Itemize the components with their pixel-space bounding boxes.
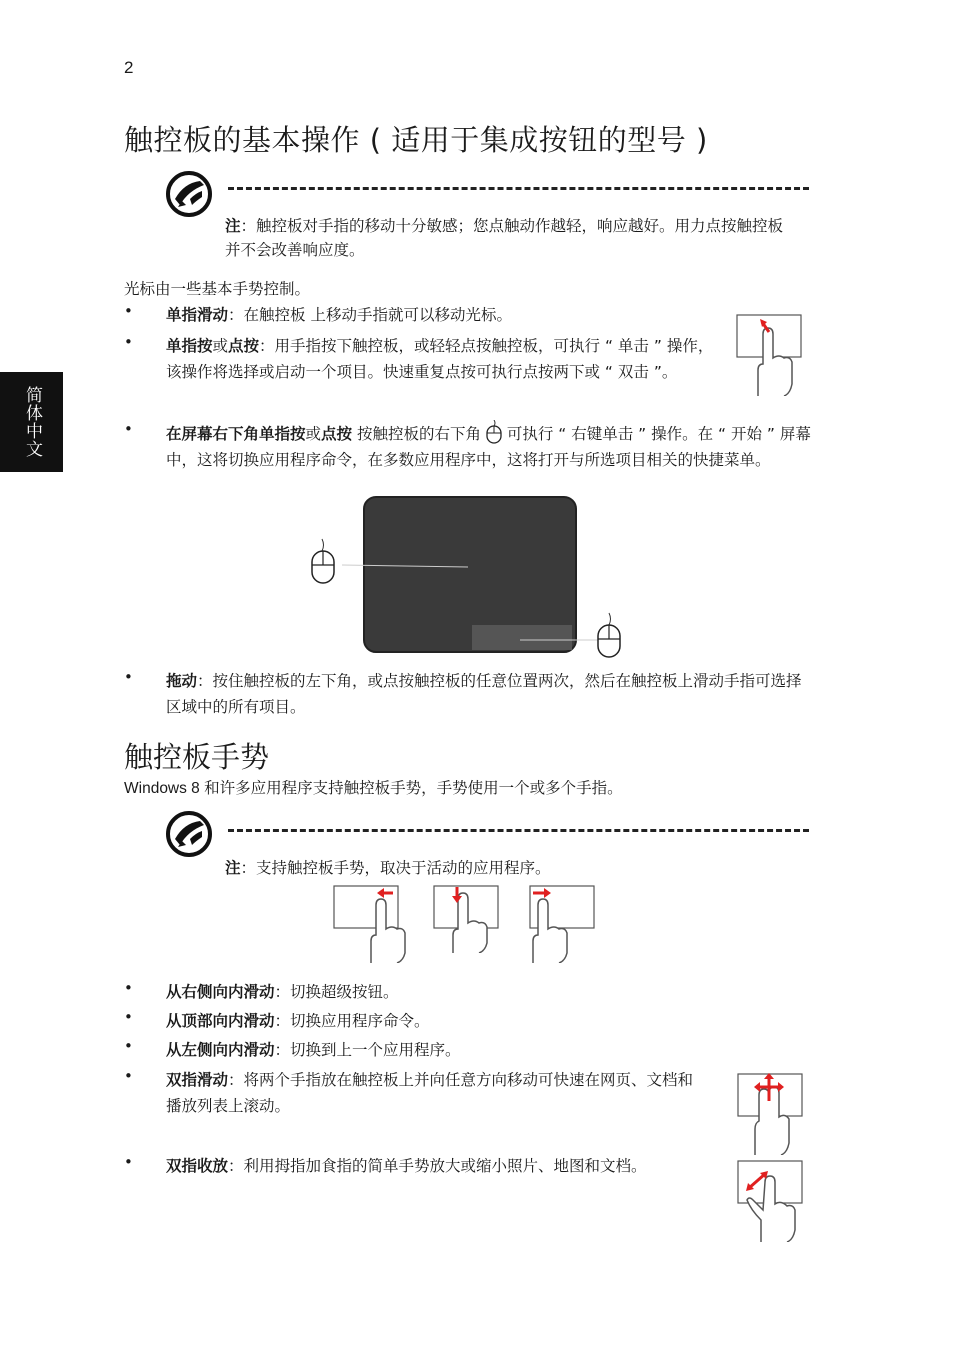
note-label: 注 [225,217,241,235]
pinch-gesture-icon [737,1160,805,1242]
item-mid: 或 [212,337,229,355]
item-text: 可执行 “ 右键单击 ” 操作。在 “ 开始 ” 屏幕中，这将切换应用程序命令，在多数应用程序中，这将打开与所选项目相关的快捷菜单。 [166,425,811,469]
note-divider [228,829,809,832]
language-side-tab [0,372,63,472]
mouse-left-icon [312,539,334,583]
list-item-drag [166,668,806,720]
item-bold: 从顶部向内滑动 [166,1012,275,1030]
item-bold: 单指滑动 [166,306,229,324]
gestures-intro: Windows 8 和许多应用程序支持触控板手势，手势使用一个或多个手指。 [124,780,623,797]
list-item-swipe-top [166,1008,430,1034]
bullet: • [124,1067,133,1085]
bullet: • [124,979,133,997]
swipe-from-right-gesture-icon [333,885,413,963]
item-bold: 点按 [228,337,260,355]
touchpad-illustration [310,495,630,665]
language-side-tab-label: 简体中文 [22,386,42,458]
item-text: ：切换到上一个应用程序。 [274,1041,461,1059]
note-divider [228,187,809,190]
item-bold: 从右侧向内滑动 [166,983,275,1001]
bullet: • [124,420,133,438]
item-text: 按触控板的右下角 [352,425,486,443]
note-body: ：支持触控板手势，取决于活动的应用程序。 [240,859,551,877]
mouse-right-icon [486,420,502,444]
section-title-gestures: 触控板手势 [124,740,270,774]
item-text: ：按住触控板的左下角，或点按触控板的任意位置两次，然后在触控板上滑动手指可选择区域中的所有项目。 [166,672,802,716]
cursor-intro: 光标由一些基本手势控制。 [124,280,311,298]
list-item-single-finger-slide [166,302,726,328]
item-text: ：将两个手指放在触控板上并向任意方向移动可快速在网页、文档和播放列表上滚动。 [166,1071,694,1115]
note-text [225,214,785,262]
item-bold: 双指滑动 [166,1071,229,1089]
item-text: ：用手指按下触控板，或轻轻点按触控板，可执行 “ 单击 ” 操作，该操作将选择或启动一个项目。快速重复点按可执行点按两下或 “ 双击 ”。 [166,337,714,381]
swipe-from-top-gesture-icon [433,885,503,953]
list-item-swipe-left [166,1037,461,1063]
mouse-right-icon-large [598,613,620,657]
item-bold: 点按 [321,425,353,443]
list-item-swipe-right [166,979,399,1005]
list-item-right-click [166,420,811,473]
note-body: ：触控板对手指的移动十分敏感；您点触动作越轻，响应越好。用力点按触控板并不会改善响应度。 [225,217,784,259]
list-item-two-finger-slide [166,1067,706,1119]
bullet: • [124,1008,133,1026]
item-text: ：切换应用程序命令。 [274,1012,430,1030]
note-text [225,856,790,880]
tap-gesture-icon [736,314,802,396]
swipe-from-left-gesture-icon [529,885,597,963]
item-bold: 在屏幕右下角单指按 [166,425,306,443]
item-bold: 单指按 [166,337,213,355]
bullet: • [124,668,133,686]
item-mid: 或 [305,425,322,443]
note-label: 注 [225,859,241,877]
section-title-basic-operation: 触控板的基本操作 ( 适用于集成按钮的型号 ) [124,123,708,157]
item-bold: 拖动 [166,672,198,690]
item-bold: 从左侧向内滑动 [166,1041,275,1059]
bullet: • [124,333,133,351]
item-bold: 双指收放 [166,1157,229,1175]
page-number: 2 [124,58,134,77]
list-item-pinch [166,1153,696,1179]
item-text: ：利用拇指加食指的简单手势放大或缩小照片、地图和文档。 [228,1157,647,1175]
bullet: • [124,1037,133,1055]
item-text: ：切换超级按钮。 [274,983,399,1001]
note-icon [166,811,212,857]
note-icon [166,171,212,217]
bullet: • [124,302,133,320]
two-finger-scroll-gesture-icon [737,1073,805,1155]
bullet: • [124,1153,133,1171]
item-text: ：在触控板 上移动手指就可以移动光标。 [228,306,512,324]
list-item-single-finger-press [166,333,718,385]
